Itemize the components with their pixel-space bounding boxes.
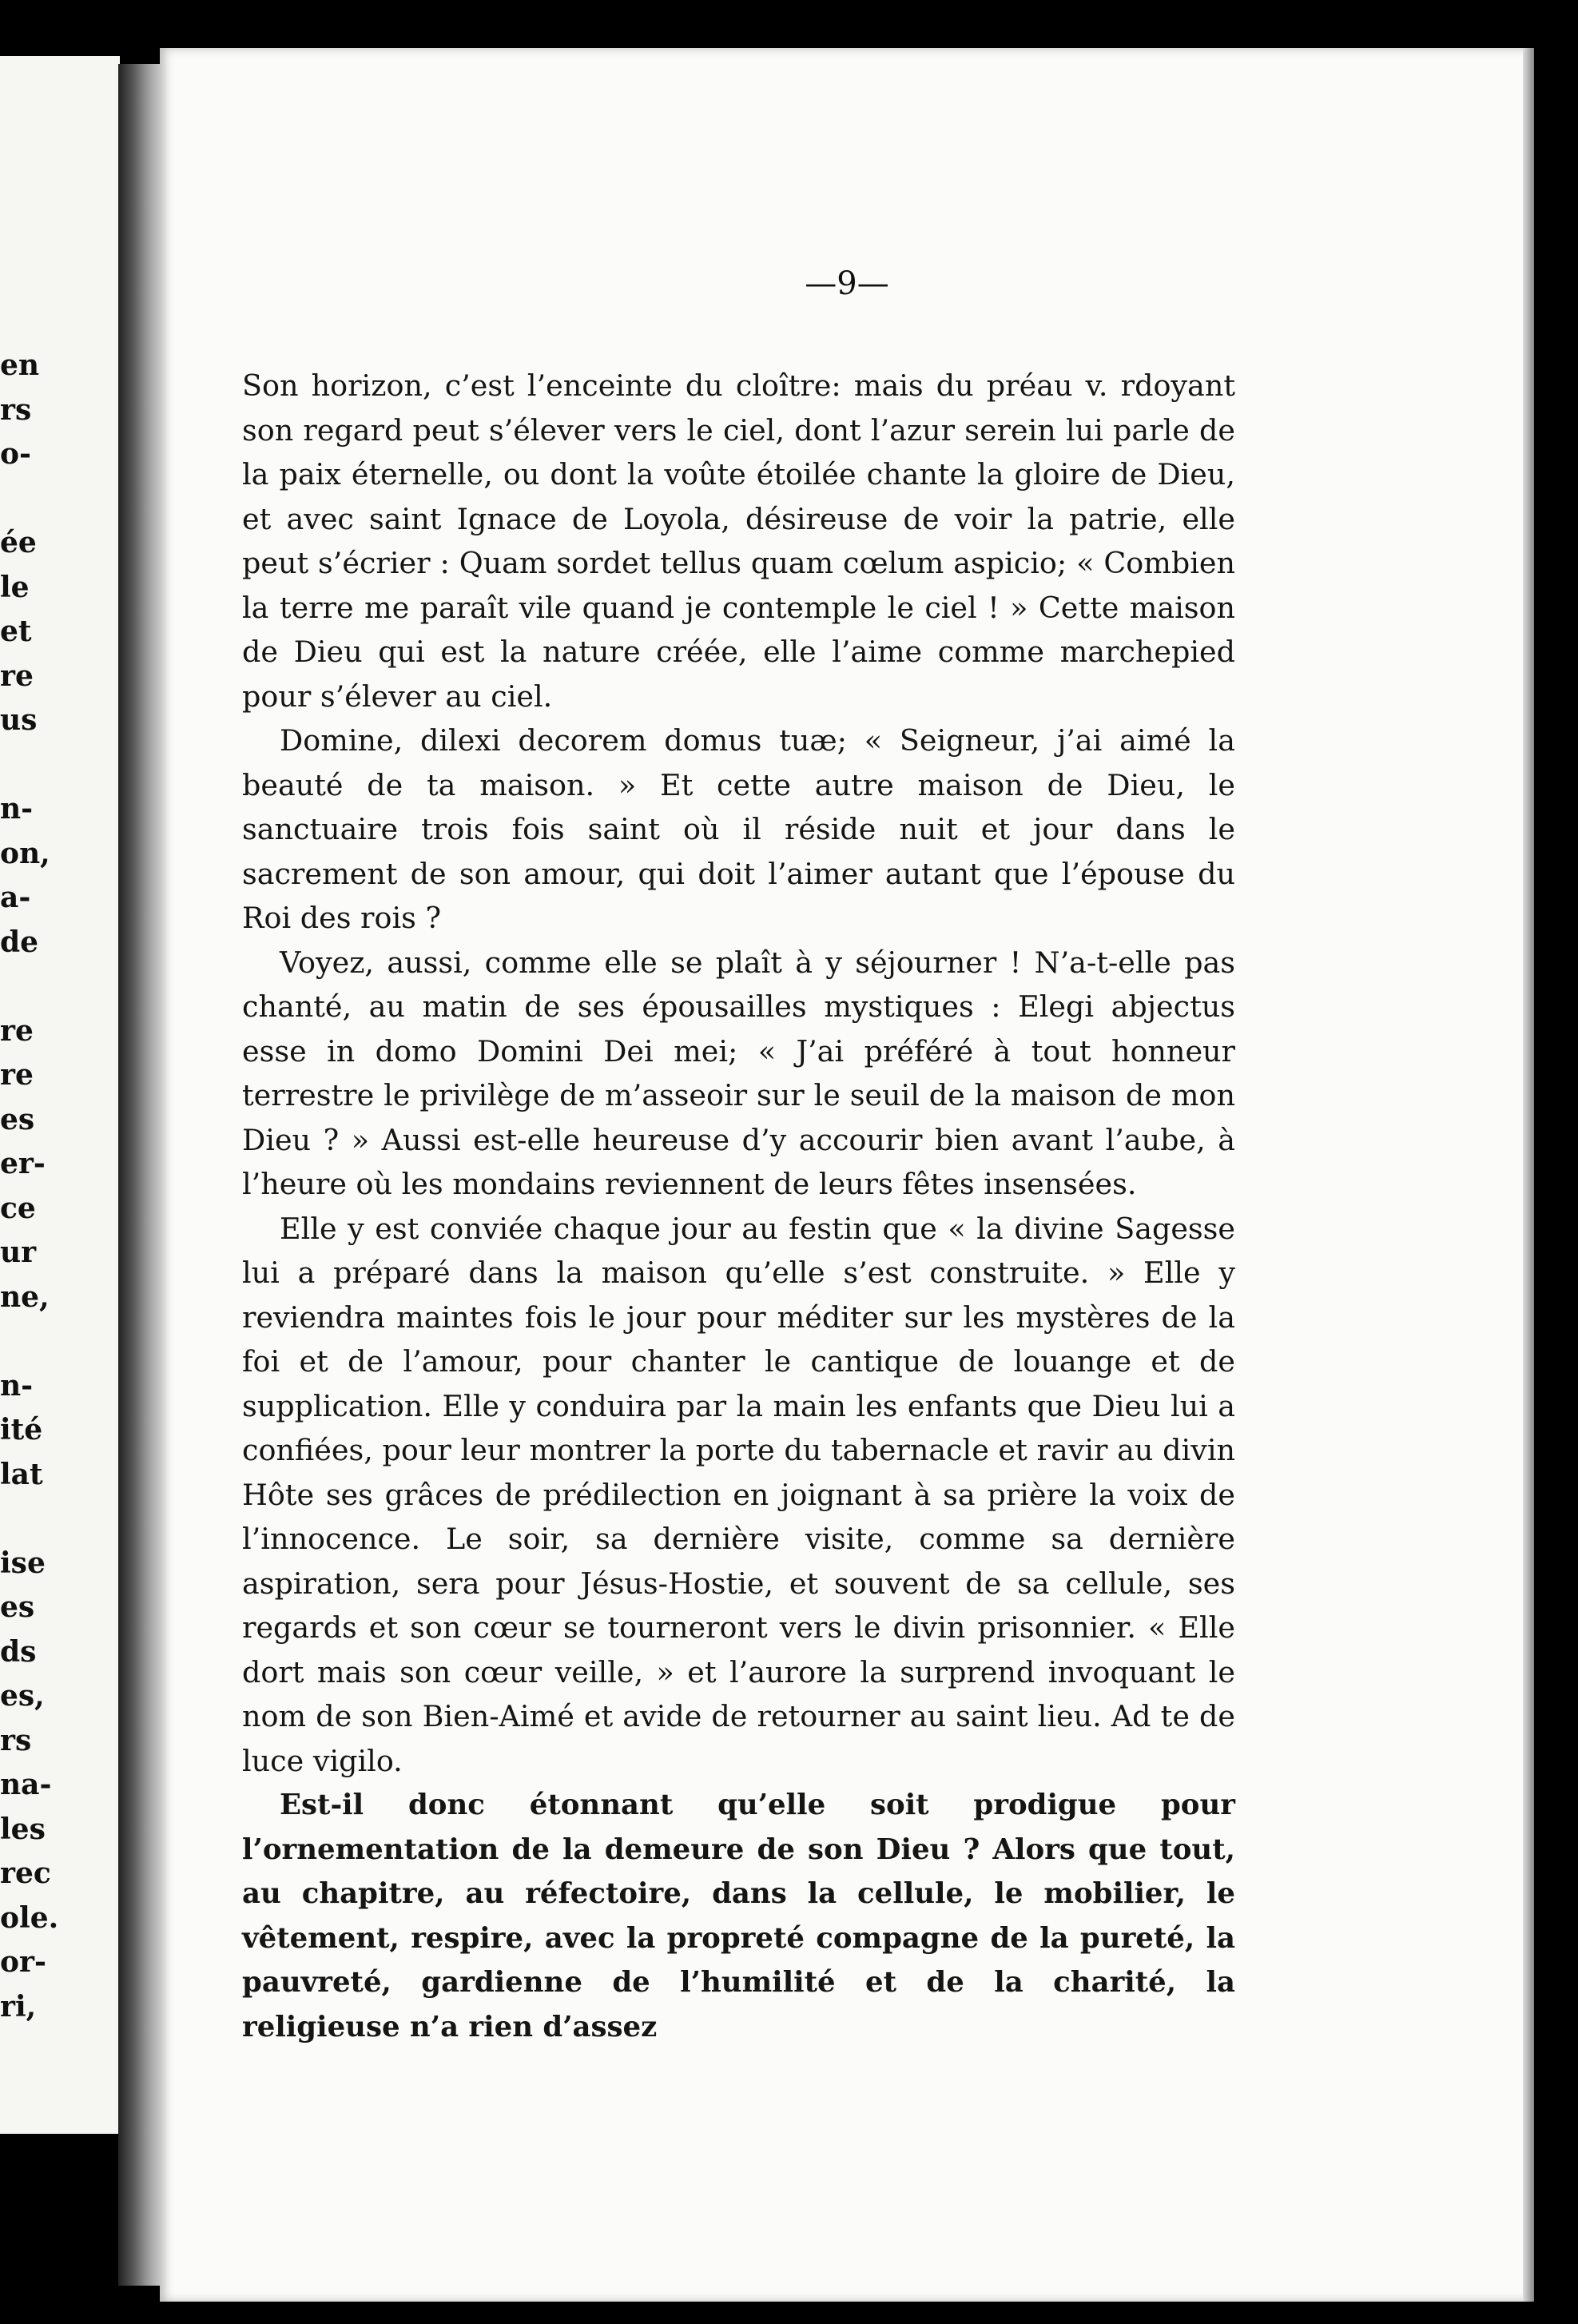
fragment-line: es	[0, 1102, 35, 1136]
fragment-line: re	[0, 659, 34, 693]
book-page	[160, 48, 1534, 2302]
fragment-line: ne,	[0, 1279, 50, 1314]
fragment-line: es	[0, 1590, 35, 1624]
fragment-line: de	[0, 925, 39, 959]
fragment-line: er-	[0, 1147, 46, 1180]
fragment-line: on,	[0, 836, 50, 870]
fragment-line	[0, 1497, 120, 1542]
fragment-line: n-	[0, 1368, 34, 1403]
previous-page-line-fragments	[0, 344, 120, 2029]
fragment-line: o-	[0, 437, 31, 471]
fragment-line: rs	[0, 392, 32, 427]
fragment-line: na-	[0, 1768, 52, 1801]
fragment-line: or-	[0, 1945, 46, 1979]
fragment-line	[0, 965, 120, 1009]
page-number: —9—	[805, 265, 889, 302]
fragment-line: re	[0, 1013, 34, 1048]
fragment-line: ité	[0, 1413, 43, 1447]
fragment-line: lat	[0, 1457, 43, 1491]
fragment-line	[0, 477, 120, 522]
fragment-line	[0, 1319, 120, 1364]
fragment-line: ds	[0, 1634, 37, 1669]
paragraph: Elle y est conviée chaque jour au festin que « la divine Sagesse lui a préparé dans la maison qu’elle s’est construite. » Elle y reviendra maintes fois le jour pour méditer sur les mystères de la foi et de l’amour, pour chanter le cantique de louange et de supplication. Elle y conduira par la main les enfants que Dieu lui a confiées, pour leur montrer la porte du tabernacle et ravir au divin Hôte ses grâces de prédilection en joignant à sa prière la voix de l’innocence. Le soir, sa dernière visite, comme sa dernière aspiration, sera pour Jésus-Hostie, et souvent de sa cellule, ses regards et son cœur se tourneront vers le divin prisonnier. « Elle dort mais son cœur veille, » et l’aurore la surprend invoquant le nom de son Bien-Aimé et avide de retourner au saint lieu. Ad te de luce vigilo.	[242, 1211, 1235, 1778]
fragment-line: rec	[0, 1856, 51, 1890]
fragment-line: ole.	[0, 1900, 59, 1935]
fragment-line: ce	[0, 1191, 36, 1225]
fragment-line: ée	[0, 526, 37, 559]
fragment-line: le	[0, 570, 30, 604]
fragment-line: n-	[0, 792, 34, 826]
fragment-line: ri,	[0, 1989, 37, 2024]
page-right-edge-shadow	[1523, 48, 1534, 2302]
page-body-text	[242, 364, 1235, 2049]
fragment-line: rs	[0, 1723, 32, 1757]
fragment-line: en	[0, 348, 40, 382]
paragraph: Voyez, aussi, comme elle se plaît à y séjourner ! N’a-t-elle pas chanté, au matin de ses épousailles mystiques : Elegi abjectus esse in domo Domini Dei mei; « J’ai préféré à tout honneur terrestre le privilège de m’asseoir sur le seuil de la maison de mon Dieu ? » Aussi est-elle heureuse d’y accourir bien avant l’aube, à l’heure où les mondains reviennent de leurs fêtes insensées.	[242, 945, 1235, 1201]
fragment-line	[0, 743, 120, 788]
fragment-line: les	[0, 1812, 46, 1846]
fragment-line: ise	[0, 1546, 46, 1580]
paragraph: Est-il donc étonnant qu’elle soit prodigue pour l’ornementation de la demeure de son Dieu ? Alors que tout, au chapitre, au réfectoire, dans la cellule, le mobilier, le vêtement, respire, avec la propreté compagne de la pureté, la pauvreté, gardienne de l’humilité et de la charité, la religieuse n’a rien d’assez	[242, 1789, 1235, 2043]
previous-page-edge	[0, 56, 120, 2134]
fragment-line: es,	[0, 1679, 45, 1713]
fragment-line: us	[0, 703, 38, 737]
fragment-line: et	[0, 615, 32, 648]
fragment-line: a-	[0, 881, 31, 914]
fragment-line: re	[0, 1058, 34, 1092]
paragraph: Domine, dilexi decorem domus tuæ; « Seigneur, j’ai aimé la beauté de ta maison. » Et cette autre maison de Dieu, le sanctuaire trois fois saint où il réside nuit et jour dans le sacrement de son amour, qui doit l’aimer autant que l’épouse du Roi des rois ?	[242, 723, 1235, 935]
fragment-line: ur	[0, 1236, 37, 1269]
paragraph: Son horizon, c’est l’enceinte du cloître: mais du préau v. rdoyant son regard peut s’élever vers le ciel, dont l’azur serein lui parle de la paix éternelle, ou dont la voûte étoilée chante la gloire de Dieu, et avec saint Ignace de Loyola, désireuse de voir la patrie, elle peut s’écrier : Quam sordet tellus quam cœlum aspicio; « Combien la terre me paraît vile quand je contemple le ciel ! » Cette maison de Dieu qui est la nature créée, elle l’aime comme marchepied pour s’élever au ciel.	[242, 368, 1235, 714]
book-gutter-shadow	[118, 64, 166, 2286]
